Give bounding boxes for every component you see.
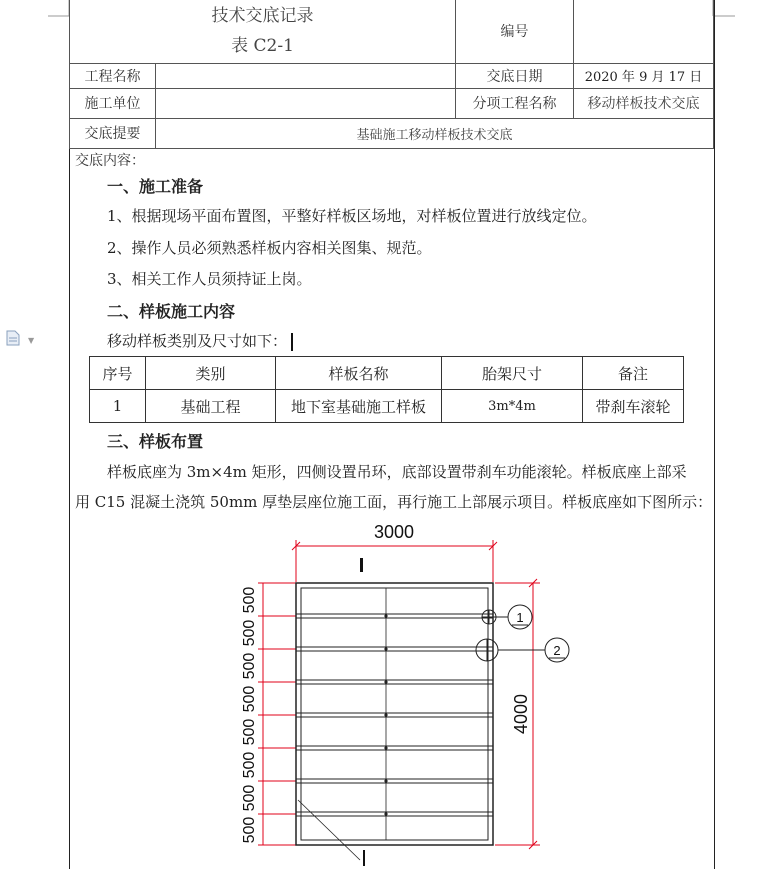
unit-label: 施工单位 xyxy=(70,88,156,118)
section2-text: 移动样板类别及尺寸如下： xyxy=(107,332,288,350)
table-header-cell: 序号 xyxy=(90,357,146,390)
height-dimension: 4000 xyxy=(511,693,531,735)
record-title: 技术交底记录 xyxy=(211,6,314,27)
row-dimension: 500 xyxy=(241,751,258,779)
section1-item-2: 2、操作人员必须熟悉样板内容相关图集、规范。 xyxy=(107,239,432,257)
chevron-down-icon[interactable]: ▼ xyxy=(28,336,35,345)
table-cell: 3m*4m xyxy=(442,390,583,423)
table-header-cell: 胎架尺寸 xyxy=(442,357,583,390)
row-dimension: 500 xyxy=(241,685,258,713)
subproject-label: 分项工程名称 xyxy=(456,88,574,118)
row-dimension: 500 xyxy=(241,619,258,647)
table-cell: 带刹车滚轮 xyxy=(583,390,684,423)
section2-title: 二、样板施工内容 xyxy=(107,302,236,321)
section3-line-1: 样板底座为 3m×4m 矩形，四侧设置吊环，底部设置带刹车功能滚轮。样板底座上部采 xyxy=(107,463,687,481)
section1-item-3: 3、相关工作人员须持证上岗。 xyxy=(107,270,312,288)
summary-value[interactable]: 基础施工移动样板技术交底 xyxy=(156,118,714,148)
table-header-cell: 备注 xyxy=(583,357,684,390)
row-dimension: 500 xyxy=(241,816,258,844)
record-form-number: 表 C2-1 xyxy=(231,36,294,57)
section3-line-2: 用 C15 混凝土浇筑 50mm 厚垫层座位施工面，再行施工上部展示项目。样板底座如下图所示： xyxy=(75,493,713,511)
table-cell: 地下室基础施工样板 xyxy=(276,390,442,423)
row-dimension: 500 xyxy=(241,586,258,614)
section3-title: 三、样板布置 xyxy=(107,432,204,451)
table-cell: 基础工程 xyxy=(146,390,276,423)
date-value[interactable]: 2020 年 9 月 17 日 xyxy=(574,63,714,88)
summary-label: 交底提要 xyxy=(70,118,156,148)
table-cell: 1 xyxy=(90,390,146,423)
project-label: 工程名称 xyxy=(70,63,156,88)
content-intro: 交底内容： xyxy=(75,153,145,169)
width-dimension: 3000 xyxy=(373,522,415,542)
section1-title: 一、施工准备 xyxy=(107,177,204,196)
section1-item-1: 1、根据现场平面布置图，平整好样板区场地，对样板位置进行放线定位。 xyxy=(107,207,597,225)
row-dimension: 500 xyxy=(241,652,258,680)
callout-2: 2 xyxy=(553,643,561,658)
code-label: 编号 xyxy=(456,0,574,63)
row-dimension: 500 xyxy=(241,718,258,746)
callout-1: 1 xyxy=(516,610,524,625)
subproject-value[interactable]: 移动样板技术交底 xyxy=(574,88,714,118)
table-header-cell: 样板名称 xyxy=(276,357,442,390)
row-dimension: 500 xyxy=(241,784,258,812)
table-header-cell: 类别 xyxy=(146,357,276,390)
date-label: 交底日期 xyxy=(456,63,574,88)
